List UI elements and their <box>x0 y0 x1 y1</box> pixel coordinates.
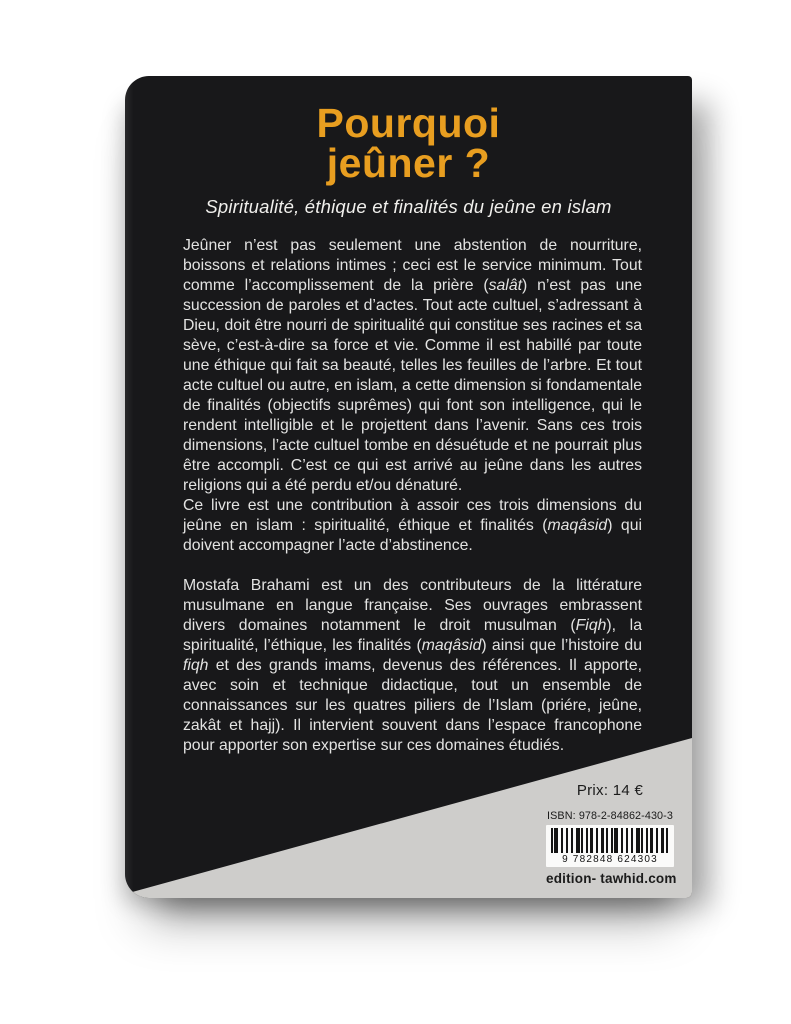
price-label: Prix: 14 € <box>576 782 644 799</box>
book-title-line2: jeûner ? <box>326 140 491 186</box>
book-back-cover <box>125 76 692 898</box>
book-title <box>125 100 692 186</box>
publisher-website: edition- tawhid.com <box>546 871 677 886</box>
isbn-label: ISBN: 978-2-84862-430-3 <box>547 810 673 822</box>
author-bio: Mostafa Brahami est un des contributeurs de la littérature musulmane en langue française. Ses ouvrages embrassent divers domaines notamment le droit musulman (Fiqh), la spiritualité, l’éthique, les finalités (maqâsid) ainsi que l’histoire du fiqh et des grands imams, devenus des références. Il apporte, avec soin et technique didactique, tout un ensemble de connaissances sur les quatres piliers de l’Islam (priére, jeûne, zakât et hajj). Il intervient souvent dans l’espace francophone pour apporter son expertise sur ces domaines étudiés. <box>183 577 642 754</box>
publisher-info-block <box>546 782 677 886</box>
back-cover-text <box>183 236 642 756</box>
barcode-bars <box>551 828 669 853</box>
synopsis-text: Jeûner n’est pas seulement une abstention de nourriture, boissons et relations intimes ; ceci est le service minimum. Tout comme l’accomplissement de la prière (salât) n’est pas une succession de paroles et d’actes. Tout acte cultuel, s’adressant à Dieu, doit être nourri de spiritualité qui constitue ses racines et sa sève, c’est-à-dire sa force et vie. Comme il est habillé par toute une éthique qui fait sa beauté, telles les feuilles de l’arbre. Et tout acte cultuel ou autre, en islam, a cette dimension si fondamentale de finalités (objectifs suprêmes) qui font son intelligence, qui le rendent intelligible et le projettent dans l’avenir. Sans ces trois dimensions, l’acte cultuel tombe en désuétude et ne pourrait plus être accompli. C’est ce qui est arrivé au jeûne dans les autres religions qui a été perdu et/ou dénaturé. Ce livre est une contribution à assoir ces trois dimensions du jeûne en islam : spiritualité, éthique et finalités (maqâsid) qui doivent accompagner l’acte d’abstinence. <box>183 237 643 554</box>
barcode-digits: 9 782848 624303 <box>562 854 658 865</box>
barcode <box>546 825 674 867</box>
book-subtitle: Spiritualité, éthique et finalités du jeûne en islam <box>205 196 612 217</box>
book-title-line1: Pourquoi <box>316 100 501 146</box>
